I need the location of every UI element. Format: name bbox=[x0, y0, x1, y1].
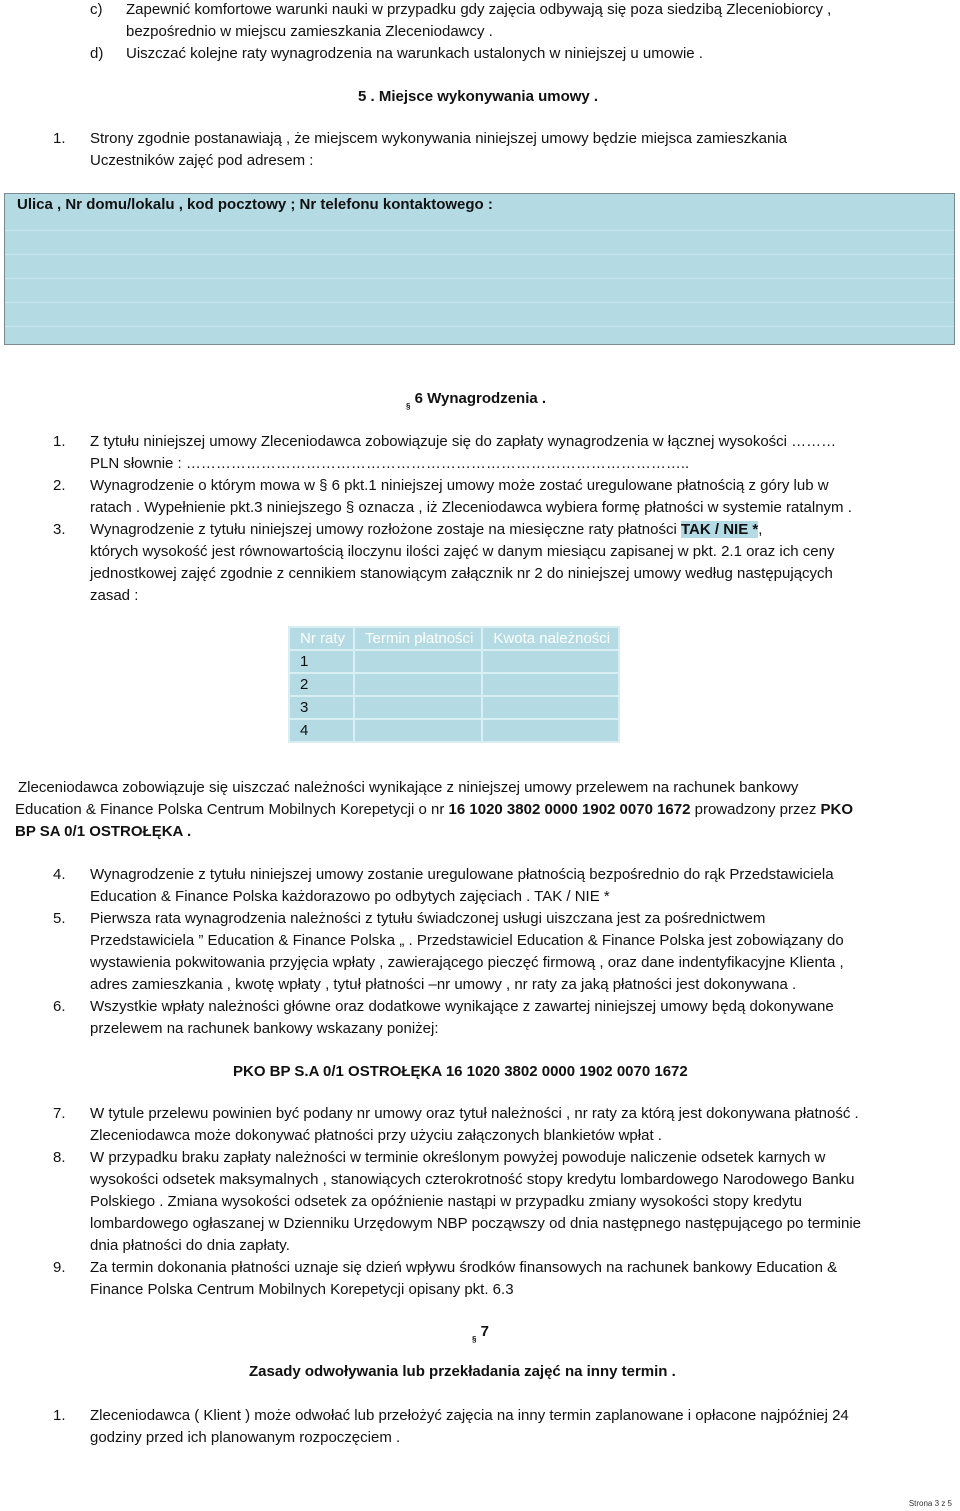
s6-item-8-line-1: W przypadku braku zapłaty należności w terminie określonym powyżej powoduje naliczenie odsetek karnych w bbox=[90, 1149, 826, 1166]
s6-item-2-line-1: Wynagrodzenie o którym mowa w § 6 pkt.1 niniejszej umowy może zostać uregulowane płatnością z góry lub w bbox=[90, 477, 829, 494]
table-cell-input[interactable] bbox=[482, 650, 619, 673]
s7-item-1-line-1: Zleceniodawca ( Klient ) może odwołać lub przełożyć zajęcia na inny termin zaplanowane i opłacone najpóźniej 24 bbox=[90, 1407, 849, 1424]
s6-item-1-line-2 bbox=[90, 453, 689, 475]
s6-item-7-number: 7. bbox=[53, 1105, 66, 1122]
section-mark: § bbox=[472, 1335, 477, 1344]
bank-paragraph-line-3: BP SA 0/1 OSTROŁĘKA . bbox=[15, 823, 192, 840]
table-cell-input[interactable] bbox=[482, 696, 619, 719]
s7-item-1-number: 1. bbox=[53, 1407, 66, 1424]
table-row bbox=[289, 719, 619, 742]
s6-item-5-line-4: adres zamieszkania , kwotę wpłaty , tytuł płatności –nr umowy , nr raty za jaką płatności jest dokonywana . bbox=[90, 976, 797, 993]
page-number-footer bbox=[909, 1499, 952, 1508]
s6-item-3-line-4: zasad : bbox=[90, 587, 139, 604]
section-5-p1-line-1: Strony zgodnie postanawiają , że miejscem wykonywania niniejszej umowy będzie miejsca zamieszkania bbox=[90, 130, 787, 147]
s6-item-8-line-2: wysokości odsetek maksymalnych , stanowiących czterokrotność stopy kredytu lombardowego Narodowego Banku bbox=[90, 1171, 855, 1188]
section-5-title: 5 . Miejsce wykonywania umowy . bbox=[358, 88, 599, 105]
table-header-cell: Kwota należności bbox=[482, 627, 619, 650]
table-header-cell: Nr raty bbox=[289, 627, 354, 650]
s6-item-8-line-5: dnia płatności do dnia zapłaty. bbox=[90, 1237, 290, 1254]
s6-item-3-line-2: których wysokość jest równowartością iloczynu ilości zajęć w danym miesiącu zapisanej w pkt. 2.1 oraz ich ceny bbox=[90, 543, 835, 560]
table-header-row bbox=[289, 627, 619, 650]
section-5-p1-line-2: Uczestników zajęć pod adresem : bbox=[90, 152, 314, 169]
section-7-number: 7 bbox=[480, 1323, 489, 1340]
s6-item-6-number: 6. bbox=[53, 998, 66, 1015]
footer-total: 5 bbox=[947, 1499, 952, 1508]
s6-item-3-line-1 bbox=[90, 519, 762, 541]
table-row bbox=[289, 650, 619, 673]
list-c-line-2: bezpośrednio w miejscu zamieszkania Zleceniodawcy . bbox=[126, 23, 493, 40]
s6-item-3-line-1-text: Wynagrodzenie z tytułu niniejszej umowy rozłożone zostaje na miesięczne raty płatności bbox=[90, 521, 681, 538]
s6-item-6-line-1: Wszystkie wpłaty należności główne oraz dodatkowe wynikające z zawartej niniejszej umowy będą dokonywane bbox=[90, 998, 834, 1015]
s6-item-7-line-2: Zleceniodawca może dokonywać płatności przy użyciu załączonych blankietów wpłat . bbox=[90, 1127, 662, 1144]
address-box-label: Ulica , Nr domu/lokalu , kod pocztowy ; Nr telefonu kontaktowego : bbox=[17, 196, 493, 213]
s6-item-2-number: 2. bbox=[53, 477, 66, 494]
s6-item-7-line-1: W tytule przelewu powinien być podany nr umowy oraz tytuł należności , nr raty za którą jest dokonywana płatność . bbox=[90, 1105, 859, 1122]
s6-item-4-line-1: Wynagrodzenie z tytułu niniejszej umowy zostanie uregulowane płatnością bezpośrednio do rąk Przedstawiciela bbox=[90, 866, 834, 883]
table-cell-input[interactable] bbox=[354, 673, 482, 696]
s6-item-1-line-1-text: Z tytułu niniejszej umowy Zleceniodawca zobowiązuje się do zapłaty wynagrodzenia w łącznej wysokości ……… bbox=[90, 433, 837, 450]
box-line bbox=[5, 254, 954, 255]
s6-item-4-number: 4. bbox=[53, 866, 66, 883]
table-header-cell: Termin płatności bbox=[354, 627, 482, 650]
s6-item-5-line-1: Pierwsza rata wynagrodzenia należności z tytułu świadczonej usługi uiszczana jest za pośrednictwem bbox=[90, 910, 766, 927]
s6-item-5-line-3: wystawienia pokwitowania przyjęcia wpłaty , zawierającego pieczęć firmową , oraz dane indentyfikacyjne Klienta , bbox=[90, 954, 844, 971]
section-7-heading bbox=[472, 1321, 489, 1345]
footer-prefix: Strona bbox=[908, 1499, 933, 1508]
table-cell-input[interactable] bbox=[354, 696, 482, 719]
list-label-d: d) bbox=[90, 45, 104, 62]
table-row bbox=[289, 673, 619, 696]
s6-item-4-line-2: Education & Finance Polska każdorazowo po odbytych zajęciach . TAK / NIE * bbox=[90, 888, 610, 905]
list-c-line-1: Zapewnić komfortowe warunki nauki w przypadku gdy zajęcia odbywają się poza siedzibą Zleceniobiorcy , bbox=[126, 1, 832, 18]
s6-item-1-line-2-text: PLN słownie : ……………………………………………………………………………………….. bbox=[90, 455, 690, 472]
s6-item-3-line-3: jednostkowej zajęć zgodnie z cennikiem stanowiącym załącznik nr 2 do niniejszej umowy według następujących bbox=[90, 565, 833, 582]
section-mark: § bbox=[406, 402, 411, 411]
bank-name: PKO bbox=[820, 801, 854, 818]
section-6-title bbox=[406, 388, 546, 412]
s6-item-6-line-2: przelewem na rachunek bankowy wskazany poniżej: bbox=[90, 1020, 439, 1037]
box-line bbox=[5, 302, 954, 303]
footer-sep: z bbox=[941, 1499, 946, 1508]
table-cell-input[interactable] bbox=[482, 673, 619, 696]
s6-item-9-line-1: Za termin dokonania płatności uznaje się dzień wpływu środków finansowych na rachunek bankowy Education & bbox=[90, 1259, 838, 1276]
s6-item-8-number: 8. bbox=[53, 1149, 66, 1166]
box-line bbox=[5, 230, 954, 231]
table-cell-input[interactable] bbox=[354, 650, 482, 673]
bank-paragraph-text: prowadzony przez bbox=[690, 801, 821, 818]
s6-item-9-line-2: Finance Polska Centrum Mobilnych Korepetycji opisany pkt. 6.3 bbox=[90, 1281, 514, 1298]
payment-installments-choice[interactable]: TAK / NIE * bbox=[680, 521, 759, 538]
section-7-title: Zasady odwoływania lub przekładania zajęć na inny termin . bbox=[249, 1363, 676, 1380]
s6-item-1-line-1 bbox=[90, 431, 836, 453]
s6-item-3-number: 3. bbox=[53, 521, 66, 538]
s6-item-8-line-4: lombardowego ogłaszanej w Dzienniku Urzędowym NBP począwszy od dnia następnego następującego po terminie bbox=[90, 1215, 861, 1232]
s7-item-1-line-2: godziny przed ich planowanym rozpoczęciem . bbox=[90, 1429, 401, 1446]
section-5-p1-number: 1. bbox=[53, 130, 66, 147]
table-row bbox=[289, 696, 619, 719]
s6-item-8-line-3: Polskiego . Zmiana wysokości odsetek za opóźnienie nastąpi w przypadku zmiany wysokości stopy kredytu bbox=[90, 1193, 803, 1210]
bank-paragraph-text: Education & Finance Polska Centrum Mobilnych Korepetycji o nr bbox=[15, 801, 449, 818]
installments-table bbox=[288, 626, 620, 743]
section-6-title-text: 6 Wynagrodzenia . bbox=[414, 390, 547, 407]
s6-item-1-number: 1. bbox=[53, 433, 66, 450]
table-cell-input[interactable] bbox=[482, 719, 619, 742]
table-cell: 4 bbox=[289, 719, 354, 742]
s6-item-9-number: 9. bbox=[53, 1259, 66, 1276]
table-cell: 1 bbox=[289, 650, 354, 673]
s6-item-3-comma: , bbox=[758, 521, 763, 538]
footer-page: 3 bbox=[934, 1499, 940, 1508]
bank-paragraph-line-1: Zleceniodawca zobowiązuje się uiszczać należności wynikające z niniejszej umowy przelewem na rachunek bankowy bbox=[18, 779, 799, 796]
s6-item-5-line-2: Przedstawiciela ” Education & Finance Polska „ . Przedstawiciel Education & Finance Polska jest zobowiązany do bbox=[90, 932, 844, 949]
box-line bbox=[5, 326, 954, 327]
table-cell-input[interactable] bbox=[354, 719, 482, 742]
bank-paragraph-line-2 bbox=[15, 799, 853, 821]
list-d-line-1: Uiszczać kolejne raty wynagrodzenia na warunkach ustalonych w niniejszej u umowie . bbox=[126, 45, 703, 62]
table-cell: 3 bbox=[289, 696, 354, 719]
s6-item-5-number: 5. bbox=[53, 910, 66, 927]
bank-account-number: 16 1020 3802 0000 1902 0070 1672 bbox=[448, 801, 691, 818]
box-line bbox=[5, 278, 954, 279]
table-cell: 2 bbox=[289, 673, 354, 696]
account-line: PKO BP S.A 0/1 OSTROŁĘKA 16 1020 3802 0000 1902 0070 1672 bbox=[233, 1063, 688, 1080]
list-label-c: c) bbox=[90, 1, 103, 18]
s6-item-2-line-2: ratach . Wypełnienie pkt.3 niniejszego § oznacza , iż Zleceniodawca wybiera formę płatności w systemie ratalnym . bbox=[90, 499, 852, 516]
address-input-box[interactable] bbox=[4, 193, 955, 345]
